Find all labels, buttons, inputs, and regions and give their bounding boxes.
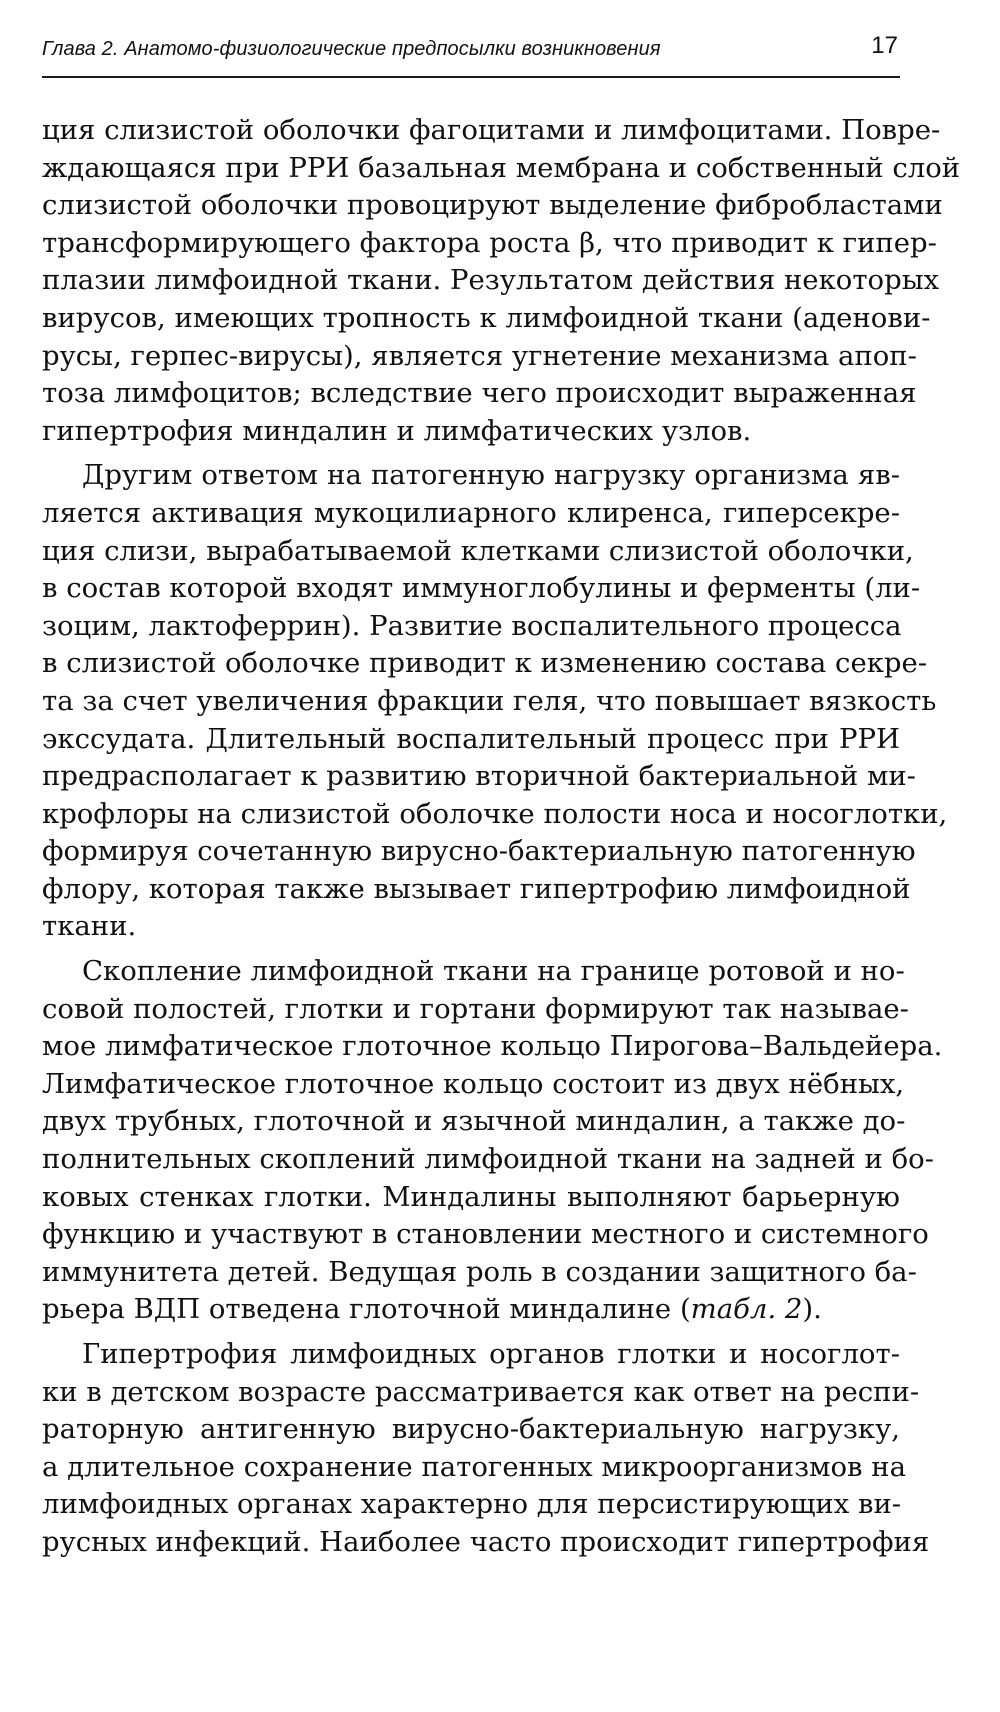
paragraph <box>42 112 961 450</box>
text-line: Гипертрофия лимфоидных органов глотки и носоглот- <box>82 1338 900 1370</box>
text-line: Скопление лимфоидной ткани на границе ротовой и но- <box>82 955 905 988</box>
body-text <box>42 112 961 1562</box>
text-span: ). <box>802 1293 822 1326</box>
text-line: вирусов, имеющих тропность к лимфоидной ткани (аденови- <box>42 301 931 334</box>
table-reference: табл. 2 <box>690 1293 803 1326</box>
text-line: Другим ответом на патогенную нагрузку организма яв- <box>82 459 900 492</box>
text-line: экссудата. Длительный воспалительный процесс при РРИ <box>42 722 900 755</box>
paragraph <box>42 457 948 946</box>
text-line: русных инфекций. Наиболее часто происходит гипертрофия <box>42 1525 930 1558</box>
text-line: плазии лимфоидной ткани. Результатом действия некоторых <box>42 264 940 297</box>
text-line: ткани. <box>42 910 137 943</box>
text-line: трансформирующего фактора роста β, что приводит к гипер- <box>42 226 937 259</box>
text-line: крофлоры на слизистой оболочке полости носа и носоглотки, <box>42 797 948 830</box>
text-line: ция слизи, вырабатываемой клетками слизистой оболочки, <box>42 534 914 567</box>
text-line: иммунитета детей. Ведущая роль в создании защитного ба- <box>42 1255 917 1288</box>
text-line: раторную антигенную вирусно-бактериальную нагрузку, <box>42 1413 900 1446</box>
text-line: зоцим, лактоферрин). Развитие воспалительного процесса <box>42 609 902 642</box>
running-head: Глава 2. Анатомо-физиологические предпосылки возникновения <box>42 38 661 60</box>
text-line: предрасполагает к развитию вторичной бактериальной ми- <box>42 760 916 793</box>
text-line: Лимфатическое глоточное кольцо состоит из двух нёбных, <box>42 1067 905 1100</box>
paragraph <box>42 953 943 1329</box>
text-line: слизистой оболочки провоцируют выделение фибробластами <box>42 189 943 222</box>
text-line: формируя сочетанную вирусно-бактериальную патогенную <box>42 835 916 868</box>
text-line: функцию и участвуют в становлении местного и системного <box>42 1218 929 1251</box>
text-line: русы, герпес-вирусы), является угнетение механизма апоп- <box>42 339 917 372</box>
page-header <box>42 30 900 78</box>
text-line: тоза лимфоцитов; вследствие чего происходит выраженная <box>42 377 917 410</box>
text-line: ждающаяся при РРИ базальная мембрана и собственный слой <box>42 151 961 184</box>
text-span: рьера ВДП отведена глоточной миндалине ( <box>42 1293 691 1326</box>
text-line: ция слизистой оболочки фагоцитами и лимфоцитами. Повре- <box>42 114 941 146</box>
text-line: ки в детском возрасте рассматривается как ответ на респи- <box>42 1375 920 1408</box>
page-number: 17 <box>871 32 898 59</box>
text-line: совой полостей, глотки и гортани формируют так называе- <box>42 992 909 1025</box>
text-line: ляется активация мукоцилиарного клиренса, гиперсекре- <box>42 496 900 529</box>
text-line: лимфоидных органах характерно для персистирующих ви- <box>42 1488 902 1521</box>
text-line: мое лимфатическое глоточное кольцо Пирогова–Вальдейера. <box>42 1030 943 1063</box>
text-line: в слизистой оболочке приводит к изменению состава секре- <box>42 647 928 680</box>
text-line: в состав которой входят иммуноглобулины и ферменты (ли- <box>42 572 921 605</box>
text-line: а длительное сохранение патогенных микроорганизмов на <box>42 1450 906 1483</box>
text-line: та за счет увеличения фракции геля, что повышает вязкость <box>42 684 937 717</box>
text-line: двух трубных, глоточной и язычной миндалин, а также до- <box>42 1105 906 1138</box>
text-line <box>42 1291 900 1329</box>
text-line: полнительных скоплений лимфоидной ткани на задней и бо- <box>42 1143 934 1176</box>
paragraph <box>42 1336 930 1562</box>
text-line: флору, которая также вызывает гипертрофию лимфоидной <box>42 872 911 905</box>
text-line: гипертрофия миндалин и лимфатических узлов. <box>42 414 752 447</box>
text-line: ковых стенках глотки. Миндалины выполняют барьерную <box>42 1180 900 1213</box>
